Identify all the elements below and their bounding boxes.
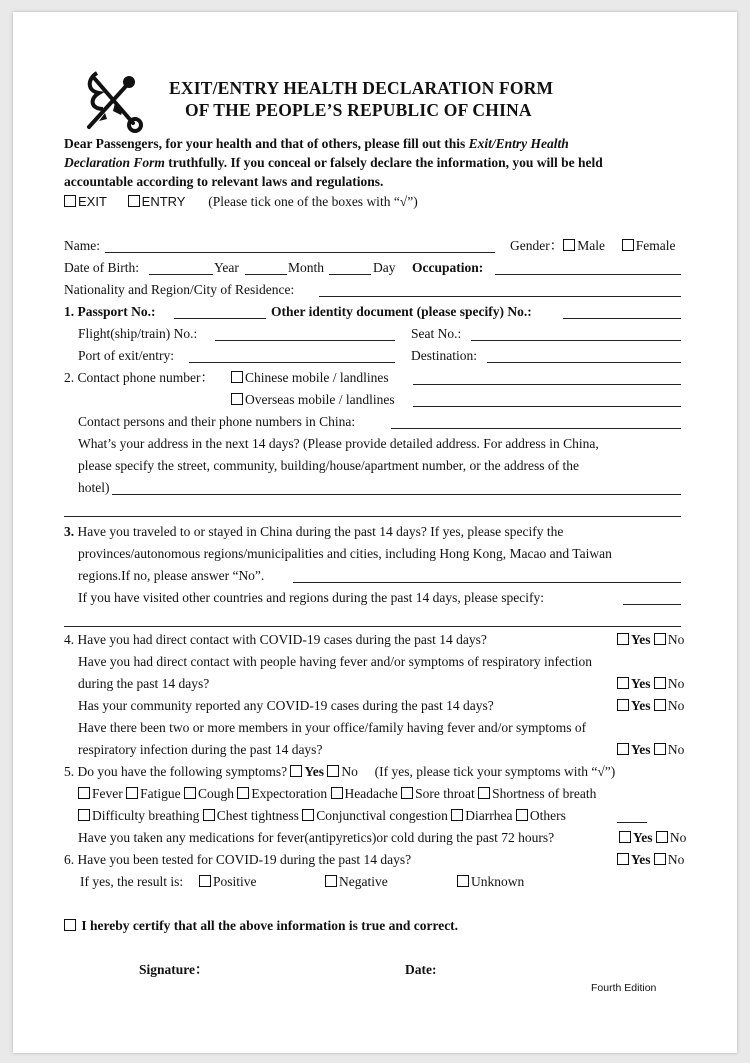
seat-label: Seat No.: [411,326,462,341]
symptom-checkbox[interactable] [126,787,138,799]
contact-persons-field[interactable] [391,428,681,429]
exit-checkbox[interactable] [64,195,76,207]
address-line1: What’s your address in the next 14 days? (Please provide detailed address. For address in China, [78,436,599,451]
entry-checkbox[interactable] [128,195,140,207]
q4c-text: Has your community reported any COVID-19 cases during the past 14 days? [78,698,494,713]
symptom-checkbox[interactable] [401,787,413,799]
male-label: Male [577,238,605,253]
q4a-no-checkbox[interactable] [654,633,666,645]
q4b-yes-no: Yes No [617,676,684,692]
q4d-text-1: Have there been two or more members in your office/family having fever and/or symptoms of [78,720,587,735]
q4a-yes-no: Yes No [617,632,684,648]
symptoms-row-2: Difficulty breathing Chest tightness Conjunctival congestion Diarrhea Others [78,808,566,824]
q3-line2: provinces/autonomous regions/municipalities and cities, including Hong Kong, Macao and Taiwan [78,546,612,561]
flight-field[interactable] [215,340,395,341]
address-field-2[interactable] [64,516,681,517]
q3-china-field[interactable] [293,582,681,583]
nationality-label: Nationality and Region/City of Residence: [64,282,295,297]
certify-row: I hereby certify that all the above information is true and correct. [64,918,458,934]
medication-no-checkbox[interactable] [656,831,668,843]
address-line2: please specify the street, community, building/house/apartment number, or the address of the [78,458,579,473]
seat-field[interactable] [471,340,681,341]
overseas-phone-checkbox[interactable] [231,393,243,405]
q4a-text: 4. Have you had direct contact with COVID-19 cases during the past 14 days? [64,632,487,647]
year-label: Year [214,260,239,275]
date-label: Date: [405,962,437,977]
other-symptoms-field[interactable] [617,822,647,823]
q5-yes-checkbox[interactable] [290,765,302,777]
q6-text: 6. Have you been tested for COVID-19 during the past 14 days? [64,852,412,867]
symptom-checkbox[interactable] [331,787,343,799]
q3-other-field-2[interactable] [64,626,681,627]
q3-line3: regions.If no, please answer “No”. [78,568,265,583]
q3-line1: 3. Have you traveled to or stayed in China during the past 14 days? If yes, please specify the [64,524,564,539]
month-label: Month [288,260,325,275]
medication-yes-checkbox[interactable] [619,831,631,843]
q6-yes-no: Yes No [617,852,684,868]
occupation-label: Occupation: [412,260,484,275]
destination-field[interactable] [487,362,681,363]
destination-label: Destination: [411,348,477,363]
symptom-checkbox[interactable] [78,787,90,799]
unknown-checkbox[interactable] [457,875,469,887]
q4b-text-2: during the past 14 days? [78,676,210,691]
entry-label: ENTRY [141,194,186,209]
overseas-phone-option: Overseas mobile / landlines [231,392,395,408]
q6-no-checkbox[interactable] [654,853,666,865]
intro-line3: accountable according to relevant laws and regulations. [64,174,384,189]
exit-label: EXIT [78,194,107,209]
name-field[interactable] [105,252,495,253]
chinese-phone-field[interactable] [413,384,681,385]
q4a-yes-checkbox[interactable] [617,633,629,645]
day-label: Day [373,260,396,275]
female-label: Female [635,238,676,253]
occupation-field[interactable] [495,274,681,275]
contact-phone-label: 2. Contact phone number： [64,370,214,385]
q4c-yes-checkbox[interactable] [617,699,629,711]
q5-question-row: 5. Do you have the following symptoms? Yes No (If yes, please tick your symptoms with “√”) [64,764,616,779]
port-field[interactable] [189,362,395,363]
gender-label: Gender： [510,238,564,253]
chinese-phone-option: Chinese mobile / landlines [231,370,389,386]
dob-year-field[interactable] [149,274,213,275]
form-title-line2: OF THE PEOPLE’S REPUBLIC OF CHINA [185,100,532,120]
negative-checkbox[interactable] [325,875,337,887]
q4c-no-checkbox[interactable] [654,699,666,711]
symptom-checkbox[interactable] [516,809,528,821]
dob-label: Date of Birth: [64,260,139,275]
dob-month-field[interactable] [245,274,287,275]
positive-checkbox[interactable] [199,875,211,887]
overseas-phone-field[interactable] [413,406,681,407]
address-field-1[interactable] [112,494,681,495]
q4d-yes-checkbox[interactable] [617,743,629,755]
q4b-yes-checkbox[interactable] [617,677,629,689]
direction-row [64,194,418,210]
name-label: Name: [64,238,100,253]
medication-text: Have you taken any medications for fever(antipyretics)or cold during the past 72 hours? [78,830,555,845]
symptom-checkbox[interactable] [451,809,463,821]
gender-row [510,238,675,254]
q3-other-field[interactable] [623,604,681,605]
symptom-checkbox[interactable] [237,787,249,799]
q4b-text-1: Have you had direct contact with people having fever and/or symptoms of respiratory infection [78,654,592,669]
port-label: Port of exit/entry: [78,348,174,363]
q4d-text-2: respiratory infection during the past 14 days? [78,742,323,757]
customs-emblem-icon [79,69,149,139]
q5-no-checkbox[interactable] [327,765,339,777]
other-id-field[interactable] [563,318,681,319]
symptom-checkbox[interactable] [78,809,90,821]
symptoms-row-1: Fever Fatigue Cough Expectoration Headache Sore throat Shortness of breath [78,786,596,802]
q4d-no-checkbox[interactable] [654,743,666,755]
result-label: If yes, the result is: [80,874,184,889]
edition-label: Fourth Edition [591,982,657,994]
chinese-phone-checkbox[interactable] [231,371,243,383]
symptom-checkbox[interactable] [203,809,215,821]
intro-line1: Dear Passengers, for your health and that of others, please fill out this Exit/Entry Health [64,136,569,151]
q4c-yes-no: Yes No [617,698,684,714]
result-positive-option: Positive [199,874,257,890]
female-checkbox[interactable] [622,239,634,251]
nationality-field[interactable] [319,296,681,297]
male-checkbox[interactable] [563,239,575,251]
passport-label: 1. Passport No.: [64,304,156,319]
signature-label: Signature： [139,962,209,977]
certify-checkbox[interactable] [64,919,76,931]
direction-hint: (Please tick one of the boxes with “√”) [208,194,418,209]
q4d-yes-no: Yes No [617,742,684,758]
other-id-label: Other identity document (please specify) No.: [271,304,532,319]
flight-label: Flight(ship/train) No.: [78,326,198,341]
address-line3: hotel) [78,480,110,495]
symptom-checkbox[interactable] [478,787,490,799]
result-negative-option: Negative [325,874,388,890]
medication-yes-no: Yes No [619,830,686,846]
intro-line2: Declaration Form truthfully. If you conceal or falsely declare the information, you will be held [64,155,603,170]
form-sheet [13,12,737,1053]
symptom-checkbox[interactable] [302,809,314,821]
q6-yes-checkbox[interactable] [617,853,629,865]
contact-persons-label: Contact persons and their phone numbers in China: [78,414,356,429]
result-unknown-option: Unknown [457,874,524,890]
dob-day-field[interactable] [329,274,371,275]
q4b-no-checkbox[interactable] [654,677,666,689]
passport-field[interactable] [174,318,266,319]
symptom-checkbox[interactable] [184,787,196,799]
form-title-line1: EXIT/ENTRY HEALTH DECLARATION FORM [169,78,554,98]
q3-line4: If you have visited other countries and regions during the past 14 days, please specify: [78,590,545,605]
